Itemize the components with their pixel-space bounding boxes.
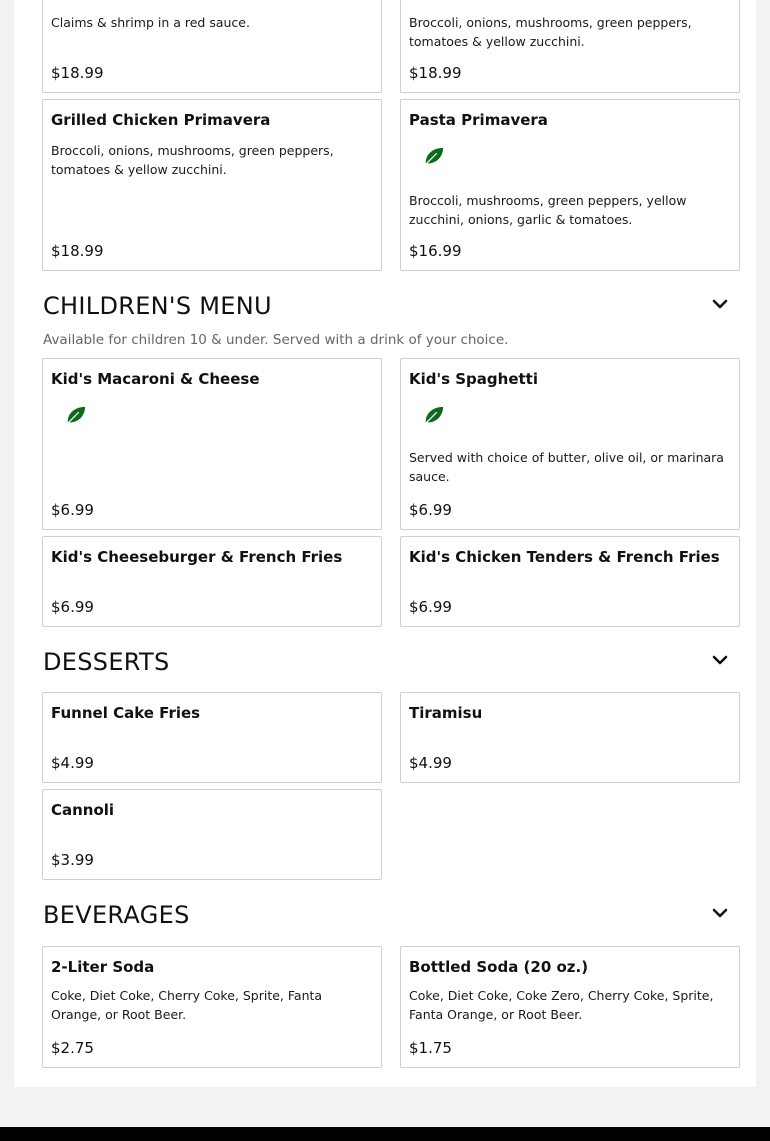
item-price: $6.99 bbox=[409, 501, 452, 519]
section-subtitle: Available for children 10 & under. Served with a drink of your choice. bbox=[43, 332, 509, 348]
item-price: $3.99 bbox=[51, 851, 94, 869]
item-title: Kid's Chicken Tenders & French Fries bbox=[409, 548, 720, 566]
item-title: Pasta Primavera bbox=[409, 111, 548, 129]
item-price: $4.99 bbox=[51, 754, 94, 772]
menu-item-card[interactable] bbox=[42, 692, 382, 783]
menu-item-card[interactable] bbox=[400, 536, 740, 627]
item-price: $1.75 bbox=[409, 1039, 452, 1057]
menu-item-card[interactable] bbox=[400, 0, 740, 93]
item-title: Bottled Soda (20 oz.) bbox=[409, 958, 589, 976]
item-description: Served with choice of butter, olive oil, or marinara sauce. bbox=[409, 450, 724, 484]
item-description: Coke, Diet Coke, Coke Zero, Cherry Coke, Sprite, Fanta Orange, or Root Beer. bbox=[409, 988, 714, 1022]
item-description: Claims & shrimp in a red sauce. bbox=[51, 15, 250, 30]
item-title: Cannoli bbox=[51, 801, 115, 819]
item-title: Kid's Spaghetti bbox=[409, 370, 538, 388]
item-title: Kid's Cheeseburger & French Fries bbox=[51, 548, 343, 566]
vegetarian-leaf-icon bbox=[65, 405, 87, 425]
section-title-beverages: BEVERAGES bbox=[43, 901, 190, 929]
menu-item-card[interactable] bbox=[42, 946, 382, 1068]
menu-item-card[interactable] bbox=[400, 692, 740, 783]
item-title: Tiramisu bbox=[409, 704, 483, 722]
chevron-down-icon[interactable] bbox=[711, 297, 729, 311]
section-title-desserts: DESSERTS bbox=[43, 648, 170, 676]
menu-item-card[interactable] bbox=[42, 358, 382, 530]
menu-item-card[interactable] bbox=[42, 789, 382, 880]
item-price: $4.99 bbox=[409, 754, 452, 772]
item-price: $18.99 bbox=[51, 242, 104, 260]
item-description: Coke, Diet Coke, Cherry Coke, Sprite, Fanta Orange, or Root Beer. bbox=[51, 988, 323, 1022]
item-price: $18.99 bbox=[51, 64, 104, 82]
menu-item-card[interactable] bbox=[400, 946, 740, 1068]
item-price: $18.99 bbox=[409, 64, 462, 82]
item-price: $6.99 bbox=[409, 598, 452, 616]
item-description: Broccoli, onions, mushrooms, green peppers, tomatoes & yellow zucchini. bbox=[409, 15, 692, 49]
item-price: $6.99 bbox=[51, 501, 94, 519]
item-price: $6.99 bbox=[51, 598, 94, 616]
item-title: Funnel Cake Fries bbox=[51, 704, 201, 722]
section-title-childrens-menu: CHILDREN'S MENU bbox=[43, 292, 272, 320]
menu-item-card[interactable] bbox=[400, 99, 740, 271]
page-footer bbox=[0, 1127, 770, 1141]
item-price: $2.75 bbox=[51, 1039, 94, 1057]
vegetarian-leaf-icon bbox=[423, 146, 445, 166]
chevron-down-icon[interactable] bbox=[711, 906, 729, 920]
item-title: Grilled Chicken Primavera bbox=[51, 111, 271, 129]
item-title: 2-Liter Soda bbox=[51, 958, 155, 976]
chevron-down-icon[interactable] bbox=[711, 653, 729, 667]
item-title: Kid's Macaroni & Cheese bbox=[51, 370, 260, 388]
item-description: Broccoli, mushrooms, green peppers, yellow zucchini, onions, garlic & tomatoes. bbox=[409, 193, 687, 227]
menu-item-card[interactable] bbox=[42, 0, 382, 93]
menu-item-card[interactable] bbox=[400, 358, 740, 530]
menu-item-card[interactable] bbox=[42, 99, 382, 271]
vegetarian-leaf-icon bbox=[423, 405, 445, 425]
item-description: Broccoli, onions, mushrooms, green peppers, tomatoes & yellow zucchini. bbox=[51, 143, 334, 177]
item-price: $16.99 bbox=[409, 242, 462, 260]
menu-item-card[interactable] bbox=[42, 536, 382, 627]
